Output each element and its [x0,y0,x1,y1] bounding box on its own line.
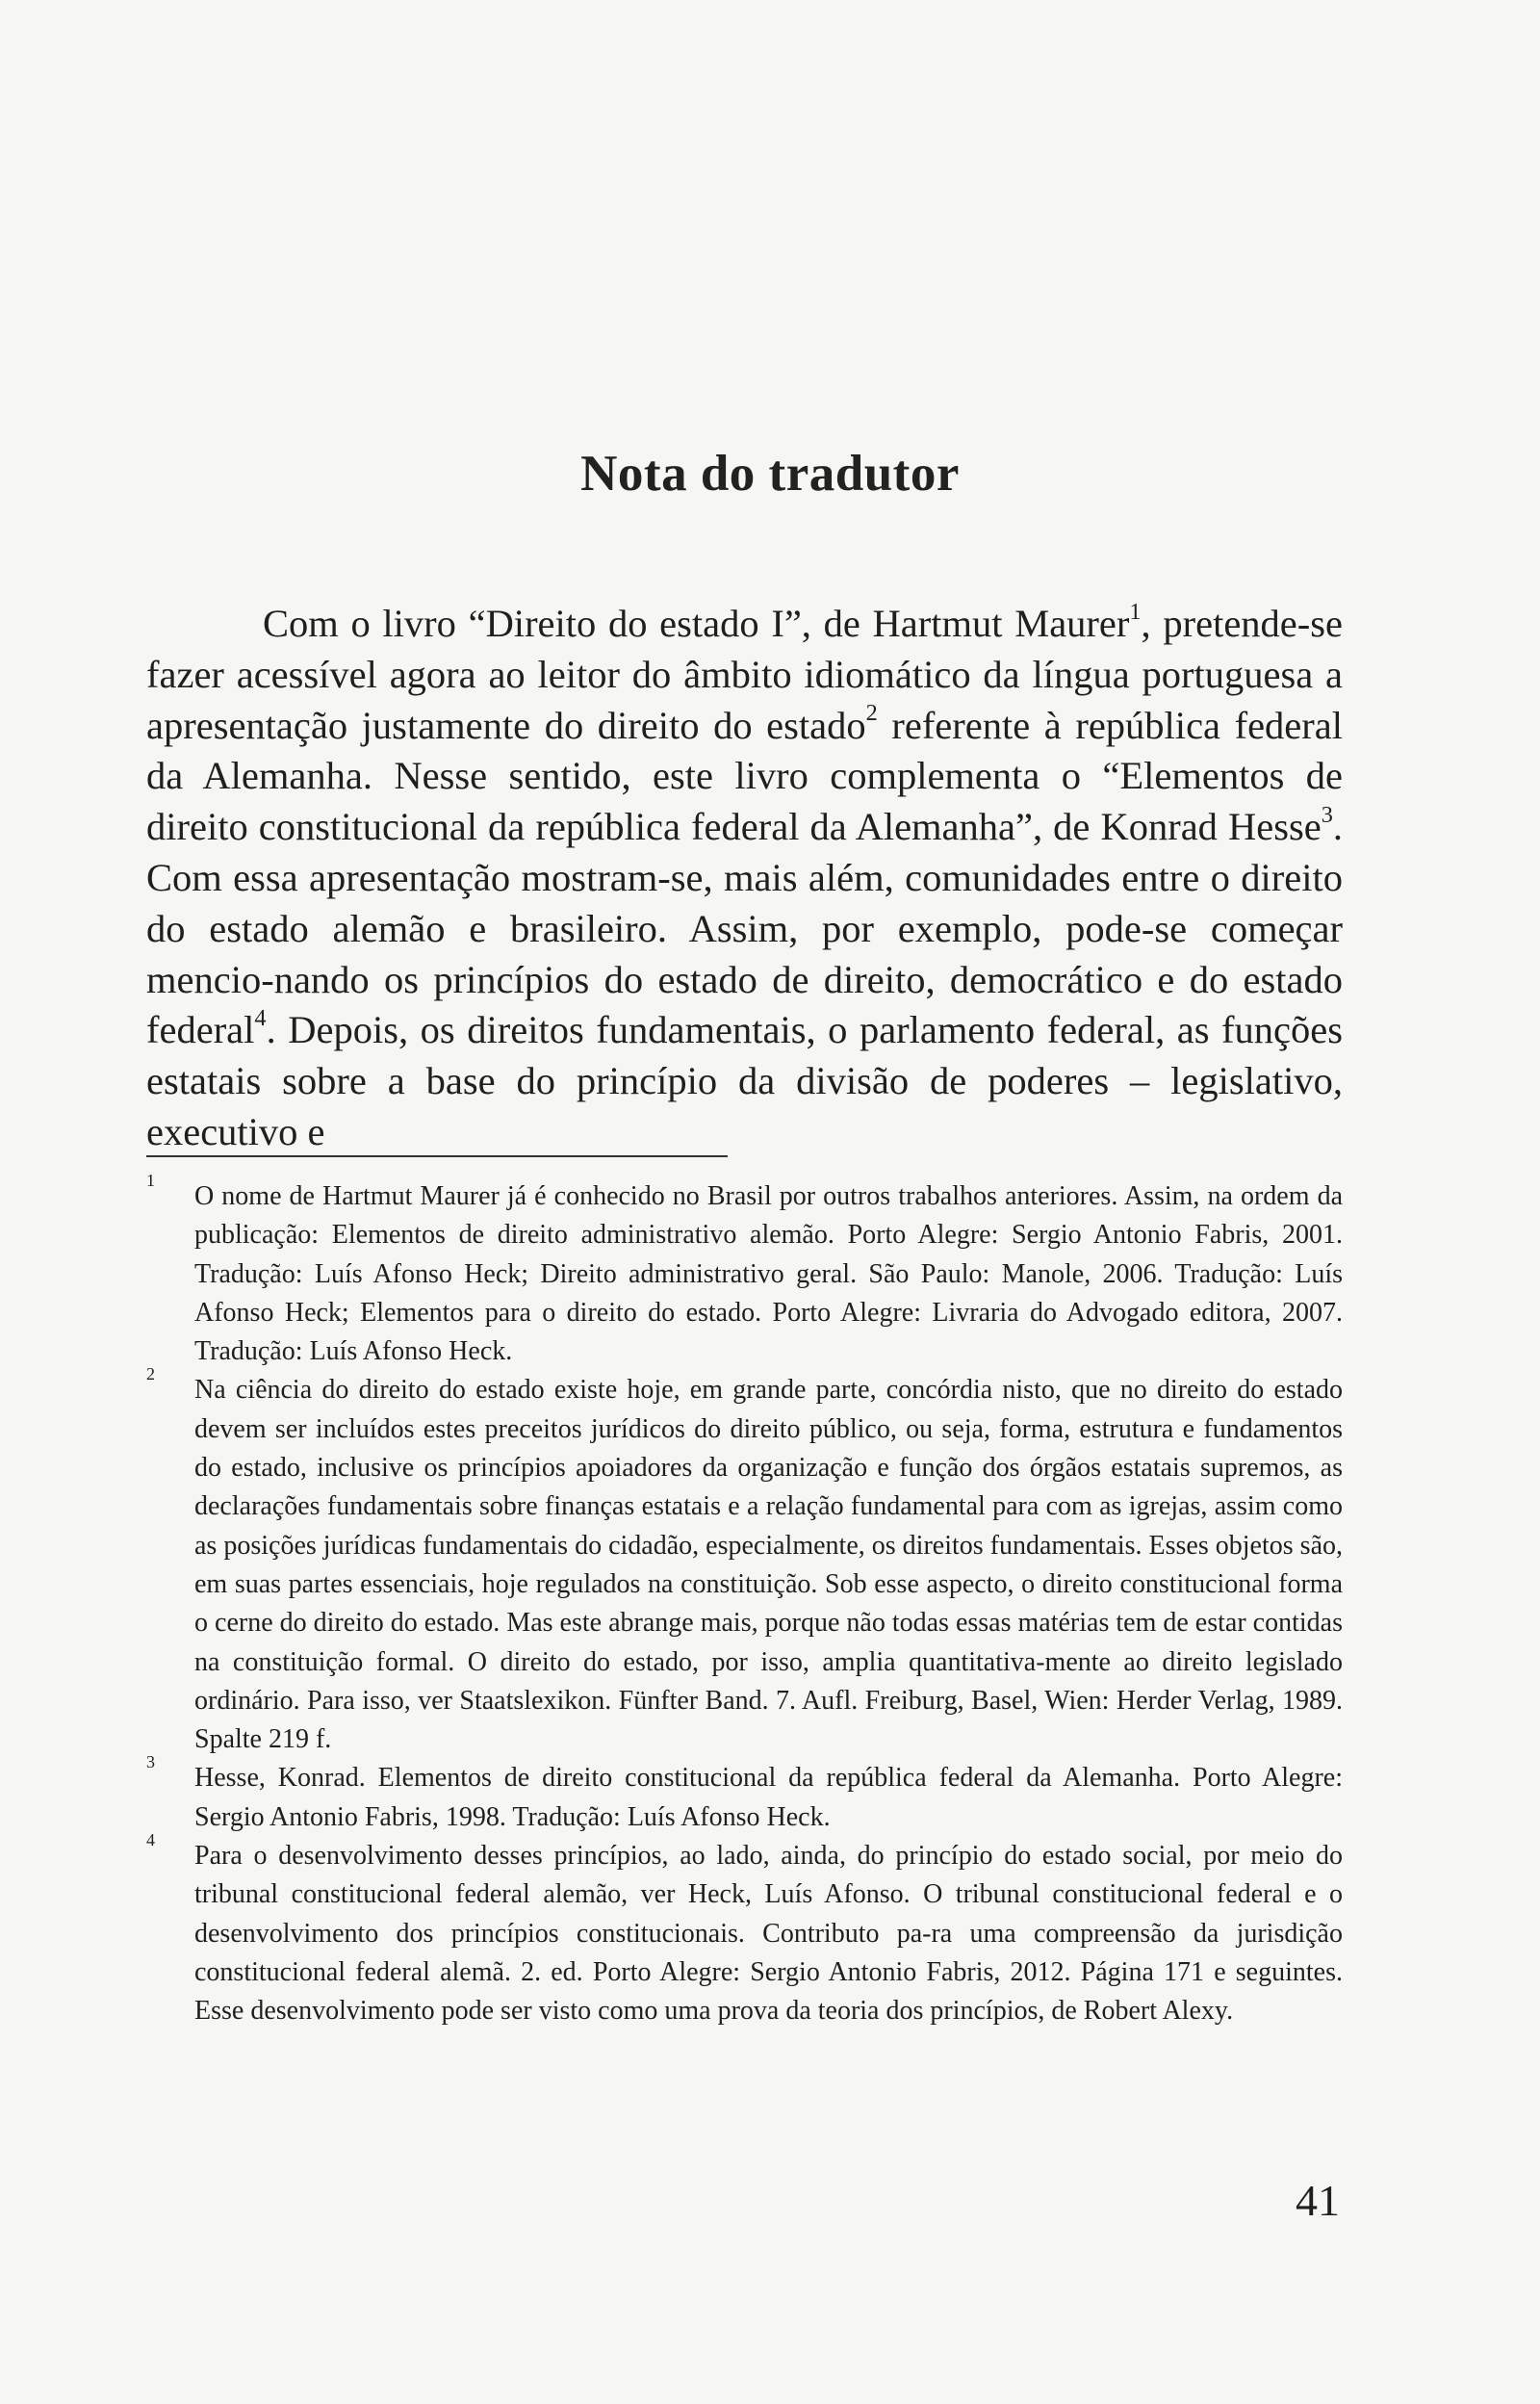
page-title: Nota do tradutor [580,446,960,502]
footnote-text: Hesse, Konrad. Elementos de direito constitucional da república federal da Alemanha. Porto Alegre: Sergio Antonio Fabris, 1998. Tradução: Luís Afonso Heck. [194,1763,1343,1832]
footnote-number: 1 [146,1171,155,1190]
footnote [146,1364,1343,1759]
body-text-segment: . Depois, os direitos fundamentais, o parlamento federal, as funções estatais sobre a base do princípio da divisão de poderes – legislativo, executivo e [146,1008,1343,1153]
body-text-segment: . Com essa apresentação mostram-se, mais além, comunidades entre o direito do estado alemão e brasileiro. Assim, por exemplo, pode-se começar mencio-nando os princípios do estado de direito, democrático e do estado federal [146,805,1343,1052]
footnote [146,1752,1343,1837]
body-text-segment: referente à república federal da Alemanha. Nesse sentido, este livro complementa o “Elementos de direito constitucional da república federal da Alemanha”, de Konrad Hesse [146,703,1343,849]
footnote [146,1830,1343,2030]
footnotes [146,1171,1343,2031]
page-number: 41 [1296,2176,1340,2225]
body-paragraph [146,599,1343,1158]
footnote-text: Na ciência do direito do estado existe hoje, em grande parte, concórdia nisto, que no direito do estado devem ser incluídos estes preceitos jurídicos do direito público, ou seja, forma, estrutura e fundamentos do estado, inclusive os princípios apoiadores da organização e função dos órgãos estatais supremos, as declarações fundamentais sobre finanças estatais e a relação fundamental para com as igrejas, assim como as posições jurídicas fundamentais do cidadão, especialmente, os direitos fundamentais. Esses objetos são, em suas partes essenciais, hoje regulados na constituição. Sob esse aspecto, o direito constitucional forma o cerne do direito do estado. Mas este abrange mais, porque não todas essas matérias tem de estar contidas na constituição formal. O direito do estado, por isso, amplia quantitativa-mente ao direito legislado ordinário. Para isso, ver Staatslexikon. Fünfter Band. 7. Aufl. Freiburg, Basel, Wien: Herder Verlag, 1989. Spalte 219 f. [194,1375,1343,1755]
body-text-segment: , pretende-se fazer acessível agora ao leitor do âmbito idiomático da língua portuguesa a apresentação justamente do direito do estado [146,602,1343,747]
footnote [146,1171,1343,1371]
body-text [146,599,1343,1158]
footnote-number: 3 [146,1752,155,1772]
footnote-text: O nome de Hartmut Maurer já é conhecido no Brasil por outros trabalhos anteriores. Assim, na ordem da publicação: Elementos de direito administrativo alemão. Porto Alegre: Sergio Antonio Fabris, 2001. Tradução: Luís Afonso Heck; Direito administrativo geral. São Paulo: Manole, 2006. Tradução: Luís Afonso Heck; Elementos para o direito do estado. Porto Alegre: Livraria do Advogado editora, 2007. Tradução: Luís Afonso Heck. [194,1181,1343,1367]
footnote-number: 2 [146,1364,155,1384]
body-text-segment: Com o livro “Direito do estado I”, de Hartmut Maurer [263,602,1130,645]
footnote-ref: 1 [1129,598,1142,625]
footnote-ref: 3 [1321,801,1333,828]
footnote-ref: 2 [865,700,878,727]
footnote-number: 4 [146,1830,155,1850]
footnote-separator [146,1155,728,1157]
footnote-text: Para o desenvolvimento desses princípios, ao lado, ainda, do princípio do estado social, por meio do tribunal constitucional federal alemão, ver Heck, Luís Afonso. O tribunal constitucional federal e o desenvolvimento dos princípios constitucionais. Contributo pa-ra uma compreensão da jurisdição constitucional federal alemã. 2. ed. Porto Alegre: Sergio Antonio Fabris, 2012. Página 171 e seguintes. Esse desenvolvimento pode ser visto como uma prova da teoria dos princípios, de Robert Alexy. [194,1841,1343,2027]
footnote-ref: 4 [254,1005,267,1032]
